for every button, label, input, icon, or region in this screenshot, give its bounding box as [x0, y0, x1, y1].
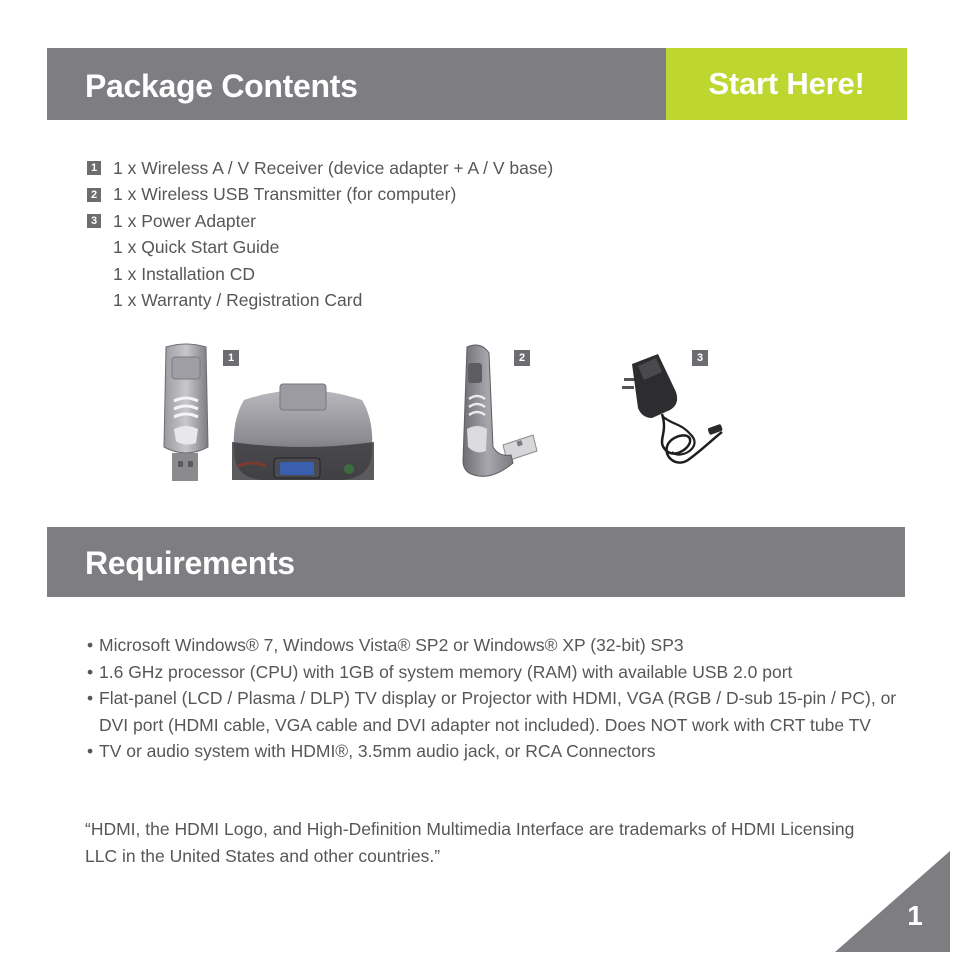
item-spacer	[87, 294, 101, 308]
package-contents-list	[87, 155, 553, 314]
start-here-label: Start Here!	[666, 48, 907, 120]
trademark-note: “HDMI, the HDMI Logo, and High-Definition Multimedia Interface are trademarks of HDMI Licensing LLC in the United States and other countries.”	[85, 819, 855, 866]
list-item	[87, 738, 907, 765]
av-base-image	[232, 380, 374, 482]
bullet: •	[87, 661, 94, 682]
requirements-header	[47, 527, 905, 597]
list-item	[87, 685, 907, 738]
item-text: 1 x Installation CD	[113, 263, 256, 284]
item-text: 1 x Wireless USB Transmitter (for computer)	[113, 184, 457, 205]
package-contents-title: Package Contents	[85, 68, 358, 104]
list-item	[87, 288, 553, 315]
requirements-title: Requirements	[85, 545, 295, 581]
item-number-badge: 3	[87, 214, 101, 228]
item-number-badge: 1	[87, 161, 101, 175]
bullet: •	[87, 688, 94, 708]
receiver-dongle-image	[160, 343, 212, 483]
item-text: 1 x Power Adapter	[113, 210, 256, 231]
item-spacer	[87, 241, 101, 255]
requirement-text: 1.6 GHz processor (CPU) with 1GB of system memory (RAM) with available USB 2.0 port	[99, 661, 793, 682]
image-badge-1: 1	[223, 350, 239, 366]
image-badge-2: 2	[514, 350, 530, 366]
list-item	[87, 155, 553, 182]
list-item	[87, 182, 553, 209]
package-contents-header	[47, 48, 666, 120]
list-item	[87, 632, 907, 659]
requirement-text: TV or audio system with HDMI®, 3.5mm audio jack, or RCA Connectors	[99, 741, 656, 761]
requirement-text: Flat-panel (LCD / Plasma / DLP) TV display or Projector with HDMI, VGA (RGB / D-sub 15-pin / PC), or DVI port (HDMI cable, VGA cable and DVI adapter not included). Does NOT work with CRT tube TV	[99, 688, 897, 735]
item-text: 1 x Quick Start Guide	[113, 237, 280, 258]
bullet: •	[87, 635, 94, 655]
item-text: 1 x Wireless A / V Receiver (device adapter + A / V base)	[113, 157, 554, 178]
power-adapter-image	[618, 352, 726, 472]
list-item	[87, 208, 553, 235]
item-spacer	[87, 267, 101, 281]
requirement-text: Microsoft Windows® 7, Windows Vista® SP2 or Windows® XP (32-bit) SP3	[99, 635, 684, 655]
bullet: •	[87, 741, 94, 761]
requirements-list	[87, 632, 907, 765]
list-item	[87, 659, 907, 686]
list-item	[87, 261, 553, 288]
item-text: 1 x Warranty / Registration Card	[113, 290, 363, 311]
list-item	[87, 235, 553, 262]
page-number: 1	[907, 900, 923, 931]
item-number-badge: 2	[87, 188, 101, 202]
image-badge-3: 3	[692, 350, 708, 366]
